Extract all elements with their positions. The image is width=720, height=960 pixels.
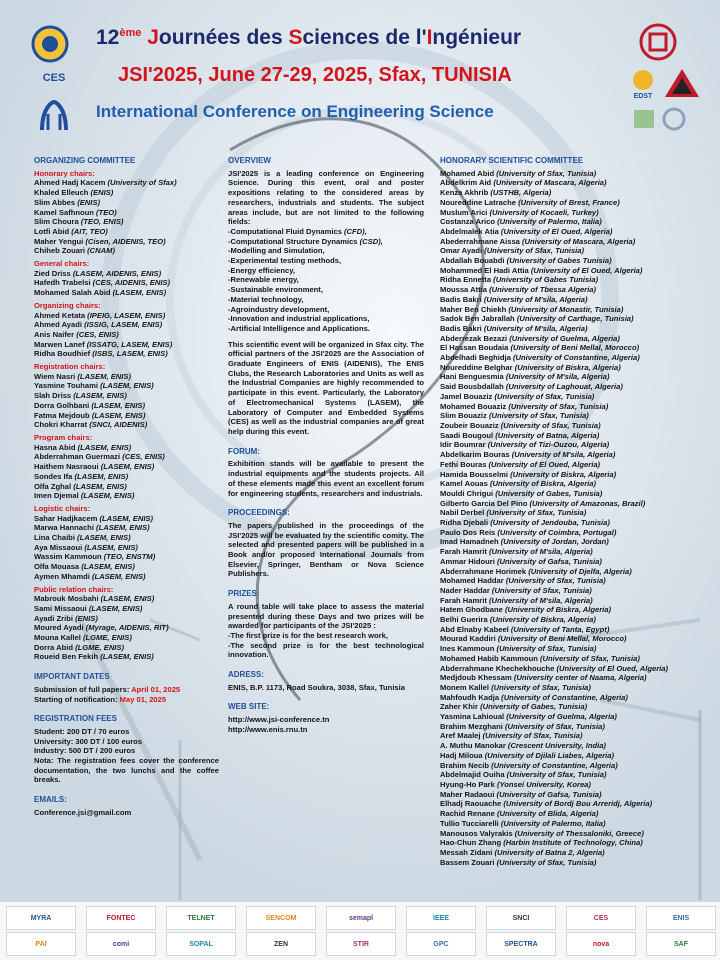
committee-member: Hafedh Trabelsi (CES, AIDENIS, ENIS) bbox=[34, 278, 171, 288]
honorary-member: Ridha Ennetta (University of Gabes Tunisia) bbox=[440, 275, 599, 285]
sponsors-footer bbox=[0, 902, 720, 960]
proceedings-text: The papers published in the proceedings of the JSI'2025 will be evaluated by the scientific comity. The selected and presented papers will be published in a Book and/or proposed International Journals from Elsevier, Springer, Bentham or Nova Science Publishers. bbox=[228, 520, 424, 579]
committee-member: Sahar Hadjkacem (LASEM, ENIS) bbox=[34, 513, 154, 523]
honorary-member: Fethi Bouras (University of El Oued, Algeria) bbox=[440, 459, 601, 469]
committee-member: Slim Abbes (ENIS) bbox=[34, 197, 100, 207]
committee-member: Mouna Kallel (LGME, ENIS) bbox=[34, 633, 132, 643]
honorary-member: Muslum Arici (University of Kocaeli, Turkey) bbox=[440, 207, 599, 217]
honorary-member: Gilberto Garcia Del Pino (University of Amazonas, Brazil) bbox=[440, 498, 646, 508]
honorary-member: Noureddine Belghar (University of Biskra, Algeria) bbox=[440, 362, 621, 372]
honorary-member: Mohamed Habib Kammoun (University of Sfax, Tunisia) bbox=[440, 653, 640, 663]
committee-member: Sami Missaoui (LASEM, ENIS) bbox=[34, 603, 143, 613]
website-heading: WEB SITE: bbox=[228, 702, 270, 712]
edst-logo bbox=[626, 66, 660, 100]
prizes-heading: PRIZES: bbox=[228, 589, 260, 599]
committee-member: Kamel Safhnoun (TEO) bbox=[34, 207, 117, 217]
honorary-member: Sadok Ben Jabrallah (University of Carthage, Tunisia) bbox=[440, 314, 634, 324]
committee-member: Olfa Zghal (LASEM, ENIS) bbox=[34, 481, 127, 491]
honorary-member: Abdelkarim Bouras (University of M'sila, Algeria) bbox=[440, 450, 616, 460]
committee-group-title: Registration chairs: bbox=[34, 362, 106, 372]
honorary-member: Moussa Attia (University of Tbessa Algeria) bbox=[440, 285, 596, 295]
honorary-member: Manousos Valyrakis (University of Thessaloniki, Greece) bbox=[440, 828, 644, 838]
committee-group-title: Logistic chairs: bbox=[34, 503, 91, 513]
sponsor-logo: PAI bbox=[6, 932, 76, 956]
overview-field-item: -Sustainable environment, bbox=[228, 285, 323, 295]
committee-group-title: Program chairs: bbox=[34, 432, 93, 442]
committee-member: Ayadi Zribi (ENIS) bbox=[34, 613, 98, 623]
honorary-member: Badis Bakri (University of M'sila, Algeria) bbox=[440, 323, 588, 333]
honorary-committee-heading: HONORARY SCIENTIFIC COMMITTEE bbox=[440, 156, 584, 165]
association-logo bbox=[630, 104, 690, 134]
prize-second: -The second prize is for the best technological innovation. bbox=[228, 640, 424, 660]
honorary-member: A. Muthu Manokar (Crescent University, India) bbox=[440, 741, 606, 751]
honorary-member: Mohammed El Hadi Attia (University of El Oued, Algeria) bbox=[440, 265, 643, 275]
overview-fields bbox=[228, 227, 424, 334]
committee-group-title: General chairs: bbox=[34, 259, 90, 269]
committee-member: Moured Ayadi (Myrage, AIDENIS, RIT) bbox=[34, 623, 169, 633]
honorary-member: Zaher Khir (University of Gabes, Tunisia) bbox=[440, 702, 588, 712]
honorary-member: Said Bousbdallah (University of Laghouat, Algeria) bbox=[440, 382, 623, 392]
committee-member: Marwen Lanef (ISSATG, LASEM, ENIS) bbox=[34, 339, 173, 349]
honorary-member: Farah Hamrit (University of M'sila, Algeria) bbox=[440, 547, 593, 557]
organizing-committee-column bbox=[34, 156, 219, 818]
organizing-groups bbox=[34, 169, 219, 662]
committee-member: Dorra Abid (LGME, ENIS) bbox=[34, 642, 125, 652]
honorary-member: Abderrahmane Khechekhouche (University of El Oued, Algeria) bbox=[440, 663, 669, 673]
overview-field-item: -Energy efficiency, bbox=[228, 265, 295, 275]
conference-title-french: 12ème Journées des Sciences de l'Ingénieur bbox=[96, 26, 522, 49]
committee-member: Dorra Golhbani (LASEM, ENIS) bbox=[34, 400, 145, 410]
honorary-member: Hani Benguesmia (University of M'sila, Algeria) bbox=[440, 372, 610, 382]
organizing-committee-heading: ORGANIZING COMMITTEE bbox=[34, 156, 136, 165]
honorary-member: Slim Bouaziz (University of Sfax, Tunisia) bbox=[440, 411, 589, 421]
committee-member: Aya Missaoui (LASEM, ENIS) bbox=[34, 542, 138, 552]
honorary-member: Bassem Zouari (University of Sfax, Tunisia) bbox=[440, 857, 597, 867]
committee-member: Chiheb Zouari (CNAM) bbox=[34, 246, 115, 256]
honorary-member: Mouldi Chrigui (University of Gabes, Tunisia) bbox=[440, 488, 603, 498]
contact-email[interactable]: Conference.jsi@gmail.com bbox=[34, 807, 132, 817]
honorary-member: Monem Kallel (University of Sfax, Tunisia) bbox=[440, 682, 591, 692]
fees-note: Nota: The registration fees cover the conference documentation, the two lunchs and the coffee breaks. bbox=[34, 756, 219, 785]
overview-field-item: -Renewable energy, bbox=[228, 275, 299, 285]
committee-member: Lotfi Abid (AIT, TEO) bbox=[34, 226, 108, 236]
honorary-member: Nabil Derbel (University of Sfax, Tunisia) bbox=[440, 508, 587, 518]
honorary-member: Hyung-Ho Park (Yonsei University, Korea) bbox=[440, 780, 591, 789]
committee-group-title: Organizing chairs: bbox=[34, 300, 101, 310]
conference-subtitle: JSI'2025, June 27-29, 2025, Sfax, TUNISIA bbox=[118, 64, 512, 86]
overview-field-item: -Experimental testing methods, bbox=[228, 256, 342, 266]
overview-field-item: -Agroindustry development, bbox=[228, 304, 330, 314]
overview-field-item: -Computational Fluid Dynamics (CFD), bbox=[228, 226, 367, 236]
fee-student: Student: 200 DT / 70 euros bbox=[34, 726, 130, 736]
honorary-member: Abderrahmane Horimek (University of Djelfa, Algeria) bbox=[440, 566, 632, 576]
poster-header bbox=[0, 0, 720, 140]
committee-member: Ahmed Hadj Kacem (University of Sfax) bbox=[34, 178, 177, 188]
date-submission: Submission of full papers: April 01, 2025 bbox=[34, 684, 181, 694]
important-dates-heading: IMPORTANT DATES bbox=[34, 672, 110, 682]
sponsor-logo: GPC bbox=[406, 932, 476, 956]
honorary-committee-column bbox=[440, 156, 690, 867]
sponsor-logo: SPECTRA bbox=[486, 932, 556, 956]
honorary-member: Maher Radaoui (University of Gafsa, Tunisia) bbox=[440, 789, 602, 799]
sponsor-logo: CES bbox=[566, 906, 636, 930]
committee-member: Slah Driss (LASEM, ENIS) bbox=[34, 391, 127, 401]
honorary-member: Zoubeir Bouaziz (University of Sfax, Tunisia) bbox=[440, 420, 601, 430]
committee-member: Hasna Abid (LASEM, ENIS) bbox=[34, 442, 132, 452]
sponsor-logo: SNCI bbox=[486, 906, 556, 930]
committee-member: Haithem Nasraoui (LASEM, ENIS) bbox=[34, 462, 155, 472]
honorary-member: Abederrahmane Aissa (University of Mascara, Algeria) bbox=[440, 236, 636, 246]
honorary-member: Kamel Aouas (University of Biskra, Algeria) bbox=[440, 479, 597, 489]
sponsor-logo: SENCOM bbox=[246, 906, 316, 930]
fee-university: University: 300 DT / 100 euros bbox=[34, 736, 143, 746]
honorary-member: Badis Bakri (University of M'sila, Algeria) bbox=[440, 294, 588, 304]
committee-member: Chokri Kharrat (SNCI, AIDENIS) bbox=[34, 420, 148, 430]
honorary-member: Mohamed Abid (University of Sfax, Tunisia) bbox=[440, 168, 597, 178]
honorary-member: Belhi Guerira (University of Biskra, Algeria) bbox=[440, 615, 596, 625]
honorary-member: Ines Kammoun (University of Sfax, Tunisia) bbox=[440, 644, 597, 654]
svg-text:EDST: EDST bbox=[633, 93, 653, 100]
honorary-member: Mohamed Bouaziz (University of Sfax, Tunisia) bbox=[440, 401, 609, 411]
ces-logo bbox=[28, 24, 72, 64]
honorary-member: Jamel Bouaziz (University of Sfax, Tunisia) bbox=[440, 391, 595, 401]
registration-fees-heading: REGISTRATION FEES bbox=[34, 714, 117, 724]
honorary-member: Brahim Necib (University of Constantine, Algeria) bbox=[440, 760, 618, 770]
overview-partners: This scientific event will be organized in Sfax city. The official partners of the JSI'2025 are the Association of Graduate Engineers of ENIS (AIDENIS), The ENIS Clubs, the Research Laboratories and Units as well as the Industrial Companies are highly recommended to participate in this event. Particularly, the Laboratory of Electromechanical Systems (LASEM), the Laboratory of Computer and Embedded Systems (CES) as well as the industrial companies are of great help during this event. bbox=[228, 339, 424, 436]
committee-member: Aymen Mhamdi (LASEM, ENIS) bbox=[34, 571, 146, 581]
honorary-member: Tullio Tucciarelli (University of Palermo, Italia) bbox=[440, 818, 606, 828]
address-heading: ADRESS: bbox=[228, 670, 265, 680]
committee-group-title: Public relation chairs: bbox=[34, 584, 114, 594]
honorary-member: Elhadj Raouache (University of Bordj Bou Arreridj, Algeria) bbox=[440, 799, 653, 809]
fee-industry: Industry: 500 DT / 200 euros bbox=[34, 746, 136, 756]
committee-member: Wassim Kammoun (TEO, ENSTM) bbox=[34, 552, 156, 562]
honorary-member: Omar Ayadi (University of Sfax, Tunisia) bbox=[440, 246, 585, 256]
honorary-member: Abderrezak Bezazi (University of Guelma, Algeria) bbox=[440, 333, 620, 343]
committee-member: Ahmed Ketata (IPEIG, LASEM, ENIS) bbox=[34, 310, 166, 320]
forum-heading: FORUM: bbox=[228, 446, 260, 456]
website-link-jsi[interactable]: http://www.jsi-conference.tn bbox=[228, 715, 330, 725]
committee-member: Wiem Nasri (LASEM, ENIS) bbox=[34, 371, 131, 381]
committee-member: Slim Choura (TEO, ENIS) bbox=[34, 217, 124, 227]
honorary-member: Abdelkrim Aid (University of Mascara, Algeria) bbox=[440, 178, 607, 188]
overview-field-item: -Modelling and Simulation, bbox=[228, 246, 325, 256]
proceedings-heading: PROCEEDINGS: bbox=[228, 508, 290, 518]
ces-lab-logo: CES bbox=[42, 72, 66, 84]
sponsor-logo: IEEE bbox=[406, 906, 476, 930]
committee-member: Roueid Ben Fekih (LASEM, ENIS) bbox=[34, 652, 154, 662]
committee-member: Anis Naifer (CES, ENIS) bbox=[34, 329, 119, 339]
overview-field-item: -Innovation and industrial applications, bbox=[228, 314, 370, 324]
triangle-logo bbox=[662, 66, 702, 100]
sponsor-logo: MYRA bbox=[6, 906, 76, 930]
honorary-member: Abdelhadi Beghidja (University of Constantine, Algeria) bbox=[440, 353, 640, 363]
sponsor-logo: FONTEC bbox=[86, 906, 156, 930]
honorary-member: Noureddine Latrache (University of Brest, France) bbox=[440, 197, 620, 207]
honorary-member: El Hassan Boudaia (University of Beni Mellal, Morocco) bbox=[440, 343, 640, 353]
sponsor-logo: nova bbox=[566, 932, 636, 956]
prize-first: -The first prize is for the best research work, bbox=[228, 630, 388, 640]
honorary-member: Nader Haddar (University of Sfax, Tunisia) bbox=[440, 585, 592, 595]
enis-logo-left bbox=[34, 98, 74, 134]
honorary-member: Idir Boumrar (University of Tizi-Ouzou, Algeria) bbox=[440, 440, 610, 450]
address-text: ENIS, B.P. 1173, Road Soukra, 3038, Sfax, Tunisia bbox=[228, 682, 405, 692]
honorary-member: Hao-Chun Zhang (Harbin Institute of Technology, China) bbox=[440, 838, 643, 848]
sponsor-logo: SAF bbox=[646, 932, 716, 956]
committee-group-title: Honorary chairs: bbox=[34, 168, 95, 178]
prizes-text: A round table will take place to assess the material presented during these Days and two prizes will be awarded for participants of the JSI'2025 : bbox=[228, 601, 424, 631]
overview-heading: OVERVIEW bbox=[228, 156, 271, 165]
overview-field-item: -Artificial Intelligence and Applications. bbox=[228, 323, 370, 333]
sponsor-logo: SOPAL bbox=[166, 932, 236, 956]
committee-member: Fatma Mejdoub (LASEM, ENIS) bbox=[34, 410, 146, 420]
overview-field-item: -Computational Structure Dynamics (CSD), bbox=[228, 236, 383, 246]
committee-member: Yasmine Touhami (LASEM, ENIS) bbox=[34, 381, 154, 391]
committee-member: Mohamed Salah Abid (LASEM, ENIS) bbox=[34, 288, 167, 298]
date-notification: Starting of notification: May 01, 2025 bbox=[34, 694, 167, 704]
honorary-member: Abdelmajid Ouiha (University of Sfax, Tunisia) bbox=[440, 770, 607, 780]
overview-field-item: -Material technology, bbox=[228, 294, 304, 304]
honorary-member: Abdallah Bouabdi (University of Gabes Tunisia) bbox=[440, 256, 612, 266]
committee-member: Khaled Elleuch (ENIS) bbox=[34, 188, 114, 198]
committee-member: Olfa Mouasa (LASEM, ENIS) bbox=[34, 562, 135, 572]
honorary-member: Mourad Kaddiri (University of Beni Mellal, Morocco) bbox=[440, 634, 627, 644]
honorary-member: Farah Hamrit (University of M'sila, Algeria) bbox=[440, 595, 593, 605]
honorary-member: Rachid Renane (University of Blida, Algeria) bbox=[440, 809, 599, 819]
committee-member: Mabrouk Mosbahi (LASEM, ENIS) bbox=[34, 594, 155, 604]
committee-member: Sondes Ifa (LASEM, ENIS) bbox=[34, 471, 129, 481]
sponsor-logo: TELNET bbox=[166, 906, 236, 930]
honorary-member: Mohamed Haddar (University of Sfax, Tunisia) bbox=[440, 576, 606, 586]
honorary-member: Brahim Mezghani (University of Sfax, Tunisia) bbox=[440, 721, 605, 731]
website-link-enis[interactable]: http://www.enis.rnu.tn bbox=[228, 724, 308, 734]
honorary-member: Medjdoub Khessam (University center of Naama, Algeria) bbox=[440, 673, 647, 683]
conference-title-english: International Conference on Engineering Science bbox=[96, 102, 494, 121]
honorary-member: Saadi Bougoul (University of Batna, Algeria) bbox=[440, 430, 600, 440]
honorary-member: Aref Maalej (University of Sfax, Tunisia) bbox=[440, 731, 583, 741]
committee-member: Abderrahman Guermazi (CES, ENIS) bbox=[34, 452, 165, 462]
honorary-committee-list bbox=[440, 169, 690, 868]
honorary-member: Ammar Hidouri (University of Gafsa, Tunisia) bbox=[440, 556, 602, 566]
honorary-member: Abd Elnaby Kabeel (University of Tanta, Egypt) bbox=[440, 624, 610, 634]
enis-logo-right bbox=[638, 22, 678, 62]
honorary-member: Hamida Bousselmi (University of Biskra, Algeria) bbox=[440, 469, 617, 479]
honorary-member: Mahfoudh Kadja (University of Constantine, Algeria) bbox=[440, 692, 628, 702]
committee-member: Imen Djemal (LASEM, ENIS) bbox=[34, 491, 135, 501]
sponsor-logo: semapl bbox=[326, 906, 396, 930]
sponsor-logo: comi bbox=[86, 932, 156, 956]
honorary-member: Yasmina Lahioual (University of Guelma, Algeria) bbox=[440, 712, 617, 722]
committee-member: Lina Chaibi (LASEM, ENIS) bbox=[34, 533, 131, 543]
honorary-member: Hadj Miloua (University of Djilali Liabes, Algeria) bbox=[440, 750, 615, 760]
honorary-member: Kenza Akhrib (USTHB, Algeria) bbox=[440, 188, 552, 198]
committee-member: Marwa Hannachi (LASEM, ENIS) bbox=[34, 523, 150, 533]
honorary-member: Costanza Arico (University of Palermo, Italia) bbox=[440, 217, 602, 227]
overview-intro: JSI'2025 is a leading conference on Engineering Science. During this event, oral and poster expositions relating to the considered areas by researchers, industrials and students. The subject areas include, but are not limited to the following fields: bbox=[228, 168, 424, 227]
honorary-member: Hatem Ghodbane (University of Biskra, Algeria) bbox=[440, 605, 612, 615]
honorary-member: Messah Zidani (University of Batna 2, Algeria) bbox=[440, 847, 605, 857]
committee-member: Ridha Boudhief (ISBS, LASEM, ENIS) bbox=[34, 349, 168, 359]
sponsor-logo: ZEN bbox=[246, 932, 316, 956]
committee-member: Maher Yengui (Cisen, AIDENIS, TEO) bbox=[34, 236, 166, 246]
honorary-member: Abdelmalek Atia (University of El Oued, Algeria) bbox=[440, 226, 613, 236]
honorary-member: Maher Ben Chiekh (University of Monastir, Tunisia) bbox=[440, 304, 624, 314]
committee-member: Zied Driss (LASEM, AIDENIS, ENIS) bbox=[34, 268, 162, 278]
committee-member: Ahmed Ayadi (ISSIG, LASEM, ENIS) bbox=[34, 320, 163, 330]
sponsor-logo: STIR bbox=[326, 932, 396, 956]
emails-heading: EMAILS: bbox=[34, 795, 67, 805]
honorary-member: Ridha Djebali (University of Jendouba, Tunisia) bbox=[440, 518, 610, 528]
overview-column bbox=[228, 156, 424, 735]
honorary-member: Imad Hamadneh (University of Jordan, Jordan) bbox=[440, 537, 609, 547]
honorary-member: Paulo Dos Reis (University of Coimbra, Portugal) bbox=[440, 527, 617, 537]
forum-text: Exhibition stands will be available to present the industrial equipments and the students projects. All of these elements made this event an excellent forum for engineering students, researchers and industrials. bbox=[228, 459, 424, 498]
sponsor-logo: ENIS bbox=[646, 906, 716, 930]
